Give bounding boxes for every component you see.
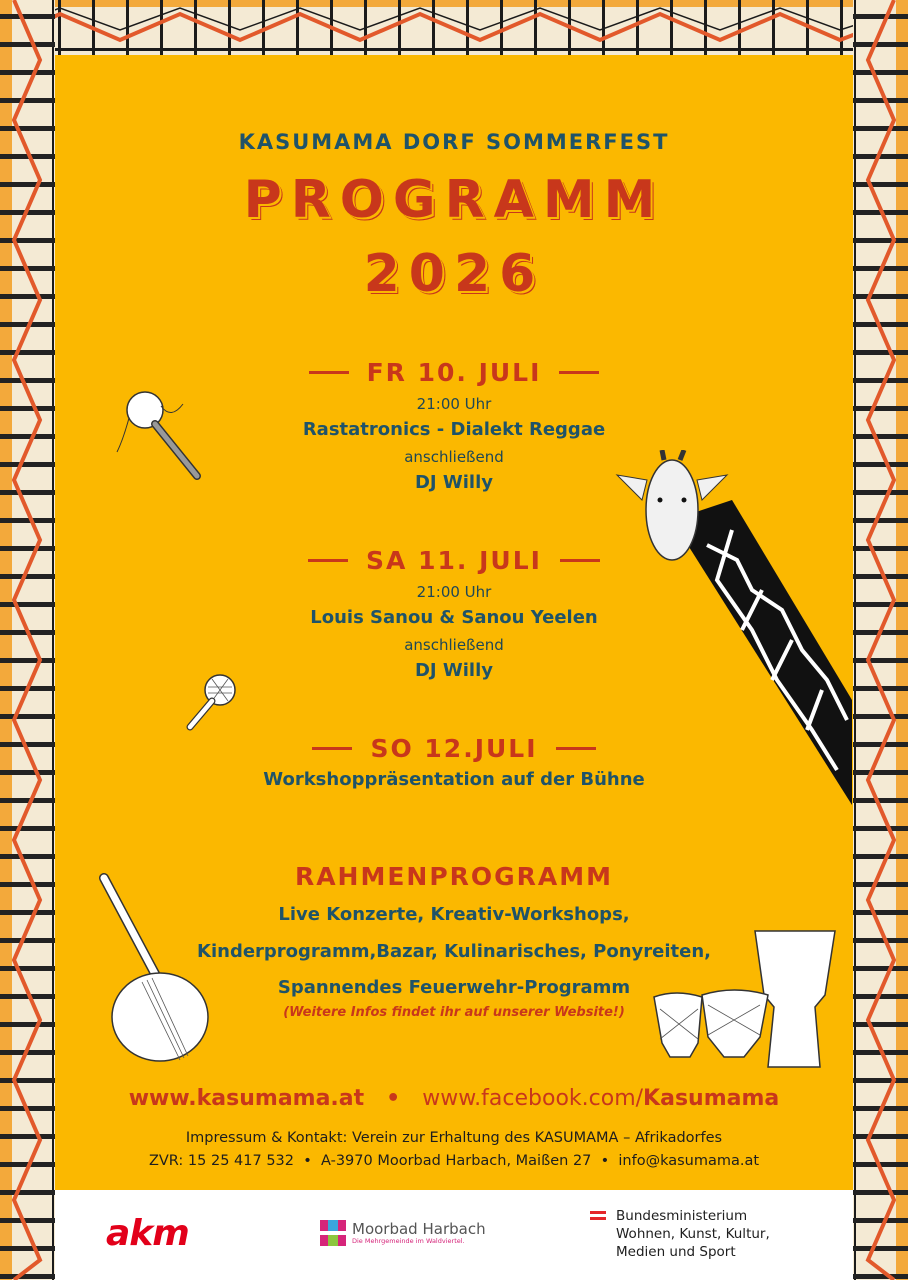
impressum-line: Impressum & Kontakt: Verein zur Erhaltung des KASUMAMA – Afrikadorfes [185, 1130, 723, 1146]
event-name: KASUMAMA DORF SOMMERFEST [238, 130, 670, 154]
ministry-logo [590, 1207, 770, 1261]
day-label: FR 10. JULI [366, 358, 542, 387]
divider-dash [560, 559, 600, 562]
djembe-drums-illustration-icon [650, 925, 840, 1070]
day-label: SO 12.JULI [370, 734, 538, 763]
then-label: anschließend [404, 636, 504, 654]
moorbad-emblem-icon [320, 1220, 346, 1246]
moorbad-harbach-logo [320, 1220, 486, 1246]
divider-dash [556, 747, 596, 750]
time-label: 21:00 Uhr [416, 395, 492, 413]
ministry-text [616, 1207, 770, 1261]
act-name: Louis Sanou & Sanou Yeelen [310, 607, 598, 628]
rahmen-line: Live Konzerte, Kreativ-Workshops, [278, 904, 630, 925]
links-row [55, 1086, 853, 1111]
rahmen-note: (Weitere Infos findet ihr auf unserer Website!) [283, 1005, 625, 1020]
time-label: 21:00 Uhr [416, 583, 492, 601]
moorbad-name: Moorbad Harbach [352, 1220, 486, 1238]
act-name: Rastatronics - Dialekt Reggae [302, 419, 606, 440]
rattle-drum-illustration-icon [115, 380, 215, 490]
kora-instrument-illustration-icon [92, 872, 222, 1072]
austria-flag-icon [590, 1211, 606, 1261]
rahmen-line: Spannendes Feuerwehr-Programm [277, 977, 631, 998]
facebook-prefix: www.facebook.com/ [422, 1086, 644, 1111]
act-name: Workshoppräsentation auf der Bühne [263, 769, 645, 790]
akm-logo: akm [106, 1213, 189, 1254]
act-name: DJ Willy [414, 660, 493, 681]
act-name: DJ Willy [414, 472, 493, 493]
website-link[interactable]: www.kasumama.at [128, 1086, 365, 1111]
rahmen-heading: RAHMENPROGRAMM [294, 862, 614, 891]
contact-line: ZVR: 15 25 417 532 • A-3970 Moorbad Harbach, Maißen 27 • info@kasumama.at [148, 1153, 760, 1169]
day-label: SA 11. JULI [366, 546, 542, 575]
zigzag-pattern-icon [0, 0, 55, 1280]
facebook-link[interactable] [422, 1086, 779, 1111]
ministry-line: Bundesministerium [616, 1208, 748, 1224]
page-title: PROGRAMM [243, 170, 665, 230]
giraffe-illustration-icon [612, 450, 852, 805]
divider-dash [308, 559, 348, 562]
moorbad-text [352, 1221, 486, 1245]
divider-dash [559, 371, 599, 374]
shaker-illustration-icon [182, 665, 242, 735]
divider-dash [309, 371, 349, 374]
divider-dash [312, 747, 352, 750]
decorative-border-left [0, 0, 55, 1280]
zigzag-pattern-icon [853, 0, 908, 1280]
decorative-border-right [853, 0, 908, 1280]
ministry-line: Medien und Sport [616, 1244, 736, 1260]
decorative-border-top [0, 0, 908, 55]
rahmen-line: Kinderprogramm,Bazar, Kulinarisches, Ponyreiten, [197, 941, 711, 962]
zigzag-pattern-icon [0, 0, 908, 55]
then-label: anschließend [404, 448, 504, 466]
bullet-separator: • [386, 1086, 401, 1111]
ministry-line: Wohnen, Kunst, Kultur, [616, 1226, 770, 1242]
page-title-year: 2026 [363, 244, 545, 304]
moorbad-tagline: Die Mehrgemeinde im Waldviertel. [352, 1237, 465, 1245]
facebook-page: Kasumama [643, 1086, 780, 1111]
